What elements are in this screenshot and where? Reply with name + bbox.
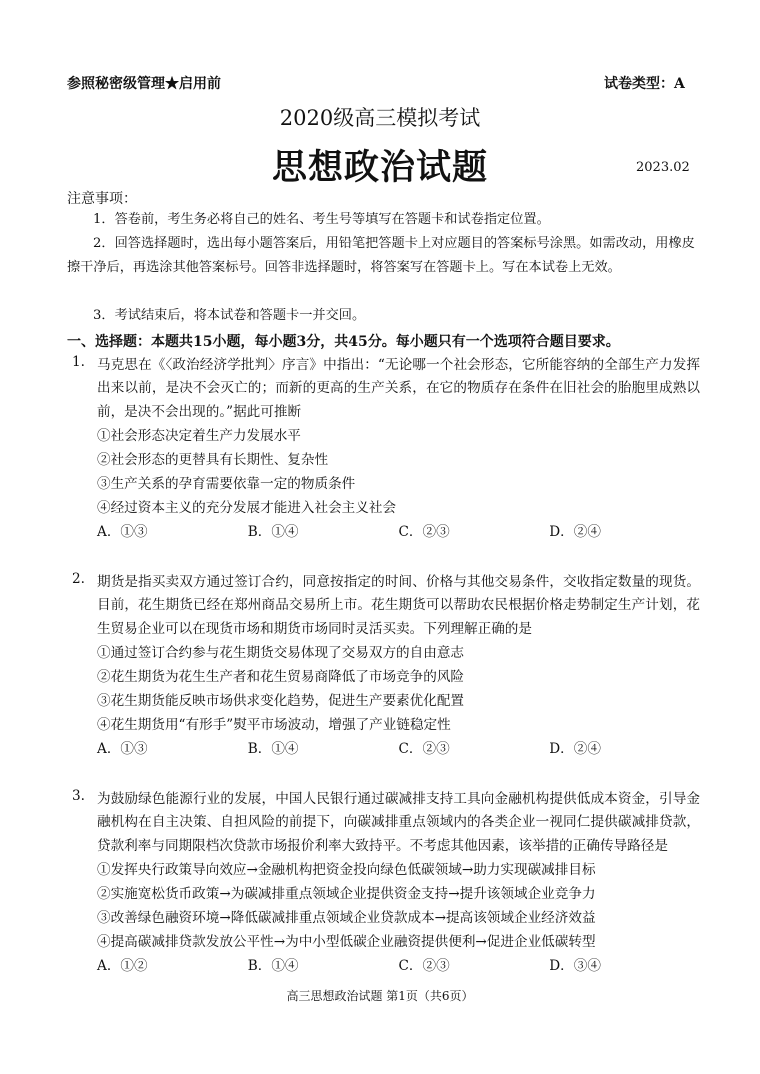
statement-option: ③生产关系的孕育需要依靠一定的物质条件 bbox=[97, 475, 356, 492]
statement-option: ④提高碳减排贷款发放公平性→为中小型低碳企业融资提供便利→促进企业低碳转型 bbox=[97, 933, 596, 950]
section-title: 一、选择题：本题共15小题，每小题3分，共45分。每小题只有一个选项符合题目要求。 bbox=[67, 334, 620, 350]
statement-option: ③花生期货能反映市场供求变化趋势，促进生产要素优化配置 bbox=[97, 692, 465, 709]
statement-option: ①社会形态决定着生产力发展水平 bbox=[97, 427, 301, 444]
question-3 bbox=[72, 788, 700, 978]
question-2 bbox=[72, 571, 700, 761]
answer-choice-d: D．②④ bbox=[549, 523, 601, 540]
answer-choice-d: D．③④ bbox=[549, 957, 601, 974]
answer-choice-a: A．①② bbox=[97, 957, 148, 974]
notice-title: 注意事项： bbox=[67, 191, 137, 207]
notice-item-1: 1．答卷前，考生务必将自己的姓名、考生号等填写在答题卡和试卷指定位置。 bbox=[93, 212, 550, 227]
answer-choice-b: B．①④ bbox=[247, 523, 299, 540]
question-number: 2. bbox=[72, 571, 85, 587]
paper-type-label: 试卷类型：A bbox=[604, 76, 685, 92]
page-footer: 高三思想政治试题 第1页（共6页） bbox=[286, 989, 474, 1003]
question-stem: 为鼓励绿色能源行业的发展，中国人民银行通过碳减排支持工具向金融机构提供低成本资金，引导金融机构在自主决策、自担风险的前提下，向碳减排重点领域内的各类企业一视同仁提供碳减排贷款，贷款利率与同期限档次贷款市场报价利率大致持平。不考虑其他因素，该举措的正确传导路径是 bbox=[97, 791, 700, 854]
statement-option: ②实施宽松货币政策→为碳减排重点领域企业提供资金支持→提升该领域企业竞争力 bbox=[97, 885, 596, 902]
answer-choice-a: A．①③ bbox=[97, 523, 148, 540]
question-number: 3. bbox=[72, 788, 85, 804]
statement-option: ①通过签订合约参与花生期货交易体现了交易双方的自由意志 bbox=[97, 644, 465, 661]
question-1 bbox=[72, 354, 700, 544]
subject-title: 思想政治试题 bbox=[271, 147, 488, 188]
exam-date: 2023.02 bbox=[636, 160, 690, 175]
answer-choice-a: A．①③ bbox=[97, 740, 148, 757]
notice-item-3: 3．考试结束后，将本试卷和答题卡一并交回。 bbox=[93, 308, 366, 323]
statement-option: ②花生期货为花生生产者和花生贸易商降低了市场竞争的风险 bbox=[97, 668, 465, 685]
notice-item-2: 2．回答选择题时，选出每小题答案后，用铅笔把答题卡上对应题目的答案标号涂黑。如需改动，用橡皮擦干净后，再选涂其他答案标号。回答非选择题时，将答案写在答题卡上。写在本试卷上无效。 bbox=[67, 236, 695, 275]
question-number: 1. bbox=[72, 354, 85, 370]
question-stem: 马克思在《〈政治经济学批判〉序言》中指出：“无论哪一个社会形态，它所能容纳的全部生产力发挥出来以前，是决不会灭亡的；而新的更高的生产关系，在它的物质存在条件在旧社会的胎胞里成熟以前，是决不会出现的。”据此可推断 bbox=[97, 357, 700, 420]
answer-choice-b: B．①④ bbox=[247, 957, 299, 974]
statement-option: ③改善绿色融资环境→降低碳减排重点领域企业贷款成本→提高该领域企业经济效益 bbox=[97, 909, 596, 926]
statement-option: ④经过资本主义的充分发展才能进入社会主义社会 bbox=[97, 499, 397, 516]
answer-choice-c: C．②③ bbox=[398, 957, 450, 974]
answer-choice-c: C．②③ bbox=[398, 523, 450, 540]
answer-choice-d: D．②④ bbox=[549, 740, 601, 757]
answer-choice-c: C．②③ bbox=[398, 740, 450, 757]
secret-level-label: 参照秘密级管理★启用前 bbox=[67, 76, 221, 92]
answer-choice-b: B．①④ bbox=[247, 740, 299, 757]
question-stem: 期货是指买卖双方通过签订合约，同意按指定的时间、价格与其他交易条件，交收指定数量的现货。目前，花生期货已经在郑州商品交易所上市。花生期货可以帮助农民根据价格走势制定生产计划，花生贸易企业可以在现货市场和期货市场同时灵活买卖。下列理解正确的是 bbox=[97, 574, 700, 637]
statement-option: ④花生期货用“有形手”熨平市场波动，增强了产业链稳定性 bbox=[97, 716, 451, 733]
exam-title: 2020级高三模拟考试 bbox=[279, 106, 481, 130]
statement-option: ①发挥央行政策导向效应→金融机构把资金投向绿色低碳领域→助力实现碳减排目标 bbox=[97, 861, 596, 878]
statement-option: ②社会形态的更替具有长期性、复杂性 bbox=[97, 451, 329, 468]
